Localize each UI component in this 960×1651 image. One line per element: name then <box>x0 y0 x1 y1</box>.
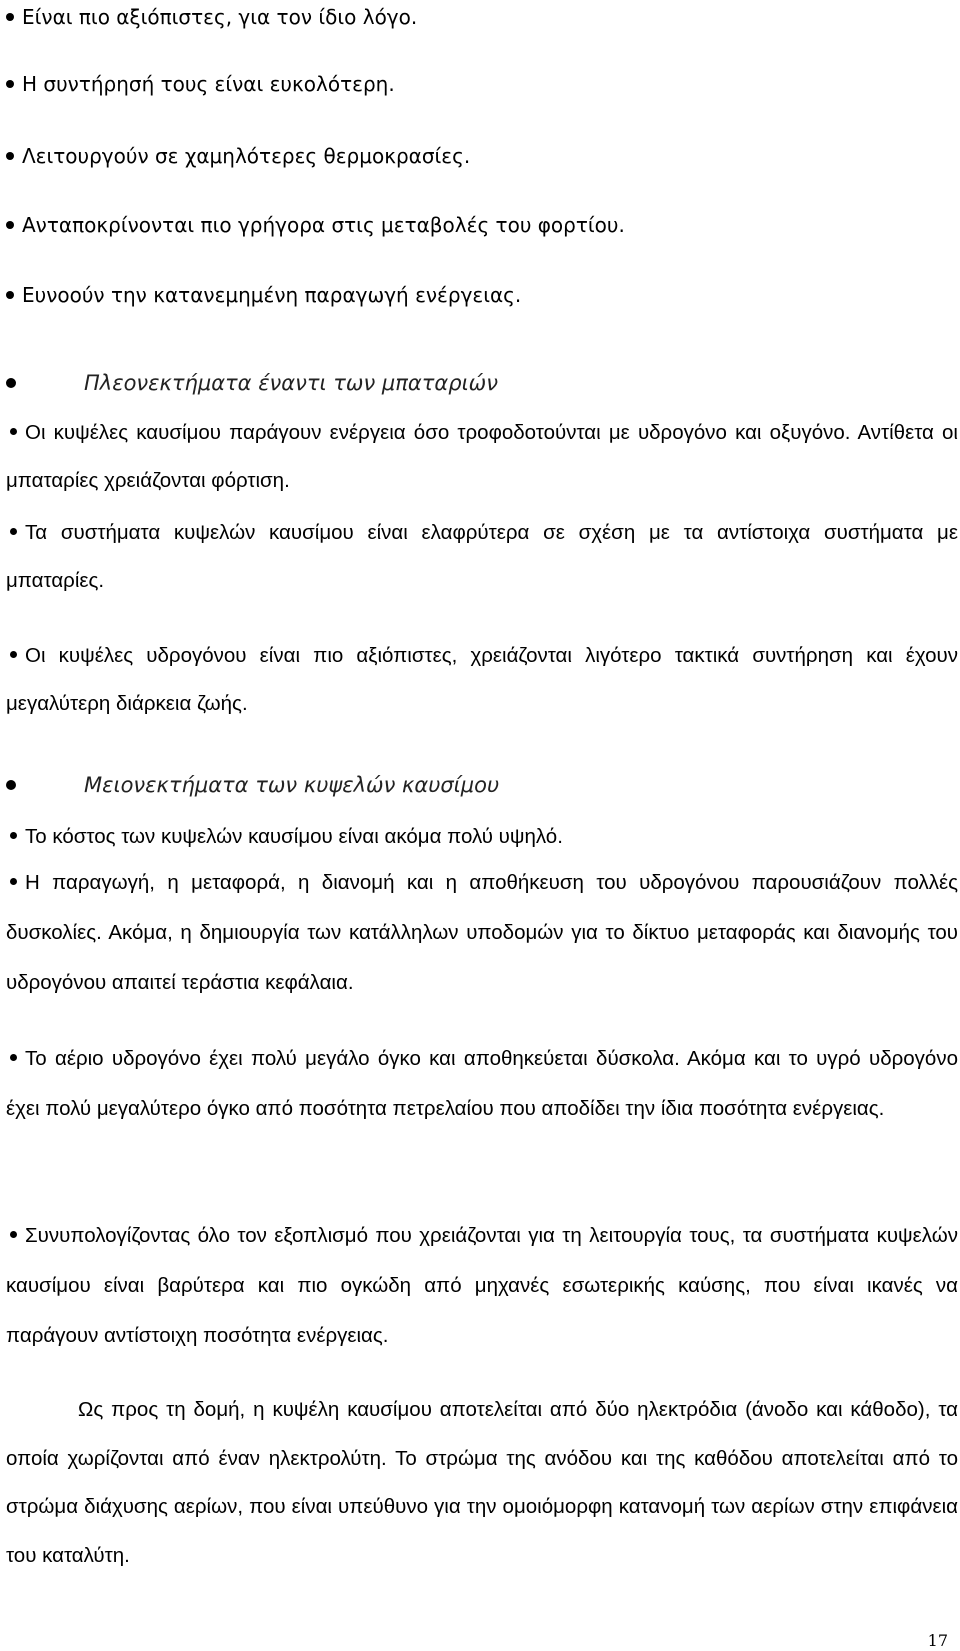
advantage-item <box>6 409 958 505</box>
section-heading-disadvantages <box>6 772 960 798</box>
list-item-text: Είναι πιο αξιόπιστες, για τον ίδιο λόγο. <box>22 5 418 29</box>
list-item-text: Ευνοούν την κατανεμημένη παραγωγή ενέργειας. <box>22 283 522 307</box>
structure-paragraph <box>6 1386 958 1580</box>
disadvantage-item <box>6 1034 958 1134</box>
disadvantage-item <box>6 812 958 862</box>
advantage-item <box>6 509 958 605</box>
section-heading-text: Μειονεκτήματα των κυψελών καυσίμου <box>84 773 500 797</box>
bullet-icon <box>6 291 14 299</box>
advantage-text: Τα συστήματα κυψελών καυσίμου είναι ελαφρύτερα σε σχέση με τα αντίστοιχα συστήματα με μπαταρίες. <box>6 509 958 605</box>
section-heading-text: Πλεονεκτήματα έναντι των μπαταριών <box>84 371 498 395</box>
list-item-text: Η συντήρησή τους είναι ευκολότερη. <box>22 72 395 96</box>
list-item <box>6 212 960 238</box>
bullet-icon <box>6 80 14 88</box>
disadvantage-text: Το κόστος των κυψελών καυσίμου είναι ακόμα πολύ υψηλό. <box>6 812 958 862</box>
list-item <box>6 143 960 169</box>
advantage-item <box>6 632 958 728</box>
section-heading-advantages <box>6 370 960 396</box>
disadvantage-text: Συνυπολογίζοντας όλο τον εξοπλισμό που χρειάζονται για τη λειτουργία τους, τα συστήματα κυψελών καυσίμου είναι βαρύτερα και πιο ογκώδη από μηχανές εσωτερικής καύσης, που είναι ικανές να παράγουν αντίστοιχη ποσότητα ενέργειας. <box>6 1211 958 1361</box>
disadvantage-item <box>6 858 958 1008</box>
page-number: 17 <box>927 1631 948 1650</box>
list-item-text: Ανταποκρίνονται πιο γρήγορα στις μεταβολές του φορτίου. <box>22 213 625 237</box>
bullet-icon <box>6 780 16 790</box>
paragraph-text: Ως προς τη δομή, η κυψέλη καυσίμου αποτελείται από δύο ηλεκτρόδια (άνοδο και κάθοδο), τα οποία χωρίζονται από έναν ηλεκτρολύτη. Το στρώμα της ανόδου και της καθόδου αποτελείται από το στρώμα διάχυσης αερίων, που είναι υπεύθυνο για την ομοιόμορφη κατανομή των αερίων στην επιφάνεια του καταλύτη. <box>6 1398 958 1567</box>
bullet-icon <box>6 13 14 21</box>
bullet-icon <box>6 221 14 229</box>
advantage-text: Οι κυψέλες καυσίμου παράγουν ενέργεια όσο τροφοδοτούνται με υδρογόνο και οξυγόνο. Αντίθετα οι μπαταρίες χρειάζονται φόρτιση. <box>6 409 958 505</box>
list-item-text: Λειτουργούν σε χαμηλότερες θερμοκρασίες. <box>22 144 471 168</box>
list-item <box>6 4 960 30</box>
list-item <box>6 282 960 308</box>
disadvantage-text: Το αέριο υδρογόνο έχει πολύ μεγάλο όγκο και αποθηκεύεται δύσκολα. Ακόμα και το υγρό υδρογόνο έχει πολύ μεγαλύτερο όγκο από ποσότητα πετρελαίου που αποδίδει την ίδια ποσότητα ενέργειας. <box>6 1034 958 1134</box>
advantage-text: Οι κυψέλες υδρογόνου είναι πιο αξιόπιστες, χρειάζονται λιγότερο τακτικά συντήρηση και έχουν μεγαλύτερη διάρκεια ζωής. <box>6 632 958 728</box>
bullet-icon <box>6 152 14 160</box>
disadvantage-text: Η παραγωγή, η μεταφορά, η διανομή και η αποθήκευση του υδρογόνου παρουσιάζουν πολλές δυσκολίες. Ακόμα, η δημιουργία των κατάλληλων υποδομών για το δίκτυο μεταφοράς και διανομής του υδρογόνου απαιτεί τεράστια κεφάλαια. <box>6 858 958 1008</box>
bullet-icon <box>6 378 16 388</box>
list-item <box>6 71 960 97</box>
disadvantage-item <box>6 1211 958 1361</box>
